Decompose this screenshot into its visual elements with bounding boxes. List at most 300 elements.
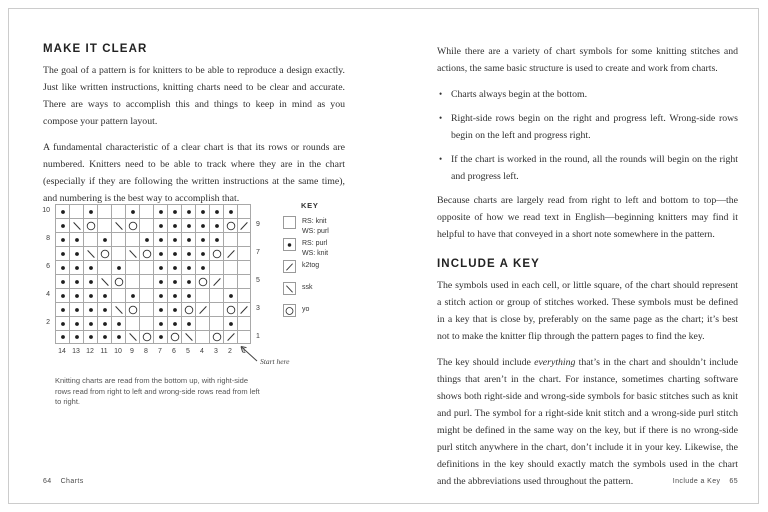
- purl-dot-icon: [57, 318, 69, 330]
- purl-dot-icon: [85, 304, 97, 316]
- chart-cell: [125, 316, 139, 330]
- key-item: [283, 216, 388, 238]
- purl-dot-icon: [71, 234, 83, 246]
- chart-cell: [55, 302, 69, 316]
- chart-cell: [111, 302, 125, 316]
- chart-cell: [195, 204, 209, 218]
- yarn-over-icon: [169, 331, 181, 343]
- chart-key: [283, 201, 388, 326]
- purl-dot-icon: [57, 262, 69, 274]
- chart-cell: [223, 218, 237, 232]
- chart-cell: [97, 260, 111, 274]
- purl-dot-icon: [155, 290, 167, 302]
- chart-cell: [167, 260, 181, 274]
- purl-dot-icon: [57, 331, 69, 343]
- ssk-backslash-icon: [99, 276, 111, 288]
- purl-dot-icon: [183, 234, 195, 246]
- purl-dot-icon: [169, 304, 181, 316]
- left-page-number: 64: [43, 478, 52, 485]
- purl-dot-icon: [113, 262, 125, 274]
- chart-cell: [167, 302, 181, 316]
- purl-dot-icon: [71, 318, 83, 330]
- chart-cell: [83, 302, 97, 316]
- purl-dot-icon: [57, 234, 69, 246]
- purl-dot-icon: [99, 290, 111, 302]
- chart-cell: [69, 288, 83, 302]
- chart-cell: [83, 260, 97, 274]
- k2tog-slash-icon: [238, 304, 250, 316]
- chart-cell: [209, 232, 223, 246]
- chart-cell: [69, 260, 83, 274]
- chart-cell: [83, 204, 97, 218]
- chart-cell: [139, 246, 153, 260]
- yarn-over-icon: [284, 305, 295, 317]
- purl-dot-icon: [71, 331, 83, 343]
- purl-dot-icon: [183, 206, 195, 218]
- ssk-backslash-icon: [183, 331, 195, 343]
- purl-dot-icon: [85, 262, 97, 274]
- chart-cell: [139, 232, 153, 246]
- chart-cell: [167, 218, 181, 232]
- k2tog-slash-icon: [197, 304, 209, 316]
- purl-dot-icon: [155, 206, 167, 218]
- yarn-over-icon: [197, 276, 209, 288]
- yarn-over-icon: [211, 331, 223, 343]
- chart-cell: [237, 246, 251, 260]
- chart-cell: [111, 204, 125, 218]
- purl-dot-icon: [85, 318, 97, 330]
- chart-cell: [181, 246, 195, 260]
- chart-cell: [111, 330, 125, 344]
- chart-cell: [181, 204, 195, 218]
- chart-cell: [209, 316, 223, 330]
- key-label: yo: [302, 306, 310, 313]
- ssk-backslash-icon: [113, 220, 125, 232]
- chart-column-number: 13: [72, 348, 80, 355]
- purl-dot-icon: [169, 206, 181, 218]
- chart-column-number: 4: [200, 348, 204, 355]
- chart-row-number: [37, 330, 55, 344]
- purl-dot-icon: [99, 331, 111, 343]
- chart-cell: [223, 232, 237, 246]
- chart-cell: [195, 288, 209, 302]
- key-label: ssk: [302, 284, 313, 291]
- section-heading-make-it-clear: MAKE IT CLEAR: [43, 43, 148, 55]
- purl-dot-icon: [57, 290, 69, 302]
- chart-cell: [111, 288, 125, 302]
- chart-row-number: 2: [46, 319, 50, 326]
- chart-cell: [209, 330, 223, 344]
- chart-cell: [139, 330, 153, 344]
- chart-cell: [69, 218, 83, 232]
- chart-cell: [209, 288, 223, 302]
- purl-dot-icon: [71, 290, 83, 302]
- chart-cell: [125, 302, 139, 316]
- chart-cell: [237, 288, 251, 302]
- chart-row-number: 1: [256, 333, 260, 340]
- yarn-over-icon: [141, 331, 153, 343]
- purl-dot-icon: [57, 220, 69, 232]
- purl-dot-icon: [85, 276, 97, 288]
- purl-dot-icon: [183, 262, 195, 274]
- chart-column-number: 3: [214, 348, 218, 355]
- chart-row-number: [251, 232, 269, 246]
- chart-cell: [181, 232, 195, 246]
- chart-cell: [111, 274, 125, 288]
- chart-row-number: 7: [256, 249, 260, 256]
- chart-cell: [125, 204, 139, 218]
- chart-column-number: 1: [242, 348, 246, 355]
- chart-column-number: 2: [228, 348, 232, 355]
- chart-cell: [181, 288, 195, 302]
- purl-dot-icon: [71, 262, 83, 274]
- chart-column-number: 12: [86, 348, 94, 355]
- chart-cell: [181, 218, 195, 232]
- chart-cell: [167, 204, 181, 218]
- key-title: KEY: [301, 201, 319, 210]
- purl-dot-icon: [85, 331, 97, 343]
- chart-cell: [167, 316, 181, 330]
- chart-row-number: 4: [46, 291, 50, 298]
- chart-cell: [181, 302, 195, 316]
- key-symbol-yo: [283, 304, 296, 317]
- yarn-over-icon: [141, 248, 153, 260]
- purl-dot-icon: [155, 248, 167, 260]
- chart-cell: [83, 218, 97, 232]
- chart-row-number: [37, 218, 55, 232]
- chart-cell: [139, 288, 153, 302]
- ssk-backslash-icon: [127, 331, 139, 343]
- purl-dot-icon: [71, 248, 83, 260]
- purl-dot-icon: [57, 206, 69, 218]
- purl-dot-icon: [57, 304, 69, 316]
- chart-cell: [209, 218, 223, 232]
- chart-cell: [83, 232, 97, 246]
- key-item: [283, 260, 388, 282]
- purl-dot-icon: [155, 220, 167, 232]
- purl-dot-icon: [225, 206, 237, 218]
- purl-dot-icon: [183, 318, 195, 330]
- chart-cell: [139, 218, 153, 232]
- chart-row-number: 5: [256, 277, 260, 284]
- chart-cell: [97, 302, 111, 316]
- chart-cell: [83, 246, 97, 260]
- chart-cell: [69, 246, 83, 260]
- chart-cell: [125, 218, 139, 232]
- chart-cell: [181, 260, 195, 274]
- chart-column-number: 6: [172, 348, 176, 355]
- key-items: [283, 216, 388, 326]
- purl-dot-icon: [99, 304, 111, 316]
- chart-cell: [97, 274, 111, 288]
- key-item: [283, 238, 388, 260]
- purl-dot-icon: [183, 220, 195, 232]
- purl-dot-icon: [113, 331, 125, 343]
- purl-dot-icon: [155, 304, 167, 316]
- k2tog-slash-icon: [225, 248, 237, 260]
- k2tog-slash-icon: [238, 220, 250, 232]
- chart-cell: [237, 274, 251, 288]
- chart-cell: [55, 232, 69, 246]
- chart-cell: [237, 330, 251, 344]
- left-page-footer: [43, 478, 84, 485]
- chart-cell: [209, 274, 223, 288]
- purl-dot-icon: [211, 220, 223, 232]
- chart-cell: [237, 302, 251, 316]
- chart-cell: [83, 274, 97, 288]
- chart-cell: [195, 218, 209, 232]
- chart-cell: [83, 330, 97, 344]
- chart-cell: [97, 204, 111, 218]
- chart-cell: [223, 316, 237, 330]
- chart-cell: [83, 316, 97, 330]
- chart-corner: [37, 344, 55, 359]
- chart-column-number: 11: [100, 348, 108, 355]
- chart-cell: [167, 288, 181, 302]
- chart-cell: [195, 330, 209, 344]
- purl-dot-icon: [211, 206, 223, 218]
- purl-dot-icon: [211, 234, 223, 246]
- chart-cell: [125, 274, 139, 288]
- purl-dot-icon: [71, 276, 83, 288]
- chart-cell: [153, 246, 167, 260]
- key-label: RS: purl WS: knit: [302, 240, 329, 257]
- chart-cell: [181, 274, 195, 288]
- ssk-backslash-icon: [71, 220, 83, 232]
- purl-dot-icon: [197, 262, 209, 274]
- chart-cell: [195, 316, 209, 330]
- purl-dot-icon: [57, 248, 69, 260]
- chart-cell: [237, 316, 251, 330]
- purl-dot-icon: [155, 276, 167, 288]
- chart-cell: [111, 232, 125, 246]
- chart-cell: [223, 274, 237, 288]
- purl-dot-icon: [169, 262, 181, 274]
- chart-cell: [83, 288, 97, 302]
- purl-dot-icon: [284, 239, 295, 251]
- chart-cell: [55, 218, 69, 232]
- key-symbol-k2tog: [283, 260, 296, 273]
- chart-cell: [153, 218, 167, 232]
- chart-cell: [139, 260, 153, 274]
- chart-column-number: 5: [186, 348, 190, 355]
- chart-cell: [97, 288, 111, 302]
- chart-cell: [55, 246, 69, 260]
- chart-row-number: 6: [46, 263, 50, 270]
- purl-dot-icon: [183, 248, 195, 260]
- chart-cell: [69, 316, 83, 330]
- chart-rules-list: [439, 86, 738, 185]
- chart-column-number: 9: [130, 348, 134, 355]
- purl-dot-icon: [225, 290, 237, 302]
- right-paragraph-2: Because charts are largely read from right to left and bottom to top—the opposite of how we read text in English—beginning knitters may find it helpful to have that conveyed in a short note somewhere in the pattern.: [437, 195, 738, 240]
- purl-dot-icon: [85, 290, 97, 302]
- chart-cell: [167, 232, 181, 246]
- purl-dot-icon: [99, 234, 111, 246]
- chart-cell: [97, 218, 111, 232]
- purl-dot-icon: [85, 206, 97, 218]
- list-item: • If the chart is worked in the round, all the rounds will begin on the right and progress left.: [439, 151, 738, 185]
- chart-cell: [111, 260, 125, 274]
- chart-cell: [195, 274, 209, 288]
- chart-cell: [69, 330, 83, 344]
- purl-dot-icon: [225, 318, 237, 330]
- right-paragraph-4: The key should include everything that’s in the chart and shouldn’t include things that aren’t in the chart. For instance, sometimes charting software shows both right-side and wrong-side symbols for basic stitches such as knit and purl. The symbol for a right-side knit stitch and a wrong-side purl stitch might be defined in the same way on the key, but if there is no wrong-side purl stitch anywhere in the chart, don’t include it in your key. Likewise, the definitions in the key should exactly match the symbols used in the chart and the abbreviations used throughout the pattern.: [437, 357, 739, 487]
- yarn-over-icon: [211, 248, 223, 260]
- key-item: [283, 282, 388, 304]
- right-page-text-column: [437, 43, 738, 499]
- right-page-number: 65: [729, 478, 738, 485]
- chart-row-number: [251, 204, 269, 218]
- chart-cell: [55, 330, 69, 344]
- key-item: [283, 304, 388, 326]
- purl-dot-icon: [183, 290, 195, 302]
- k2tog-slash-icon: [211, 276, 223, 288]
- yarn-over-icon: [113, 276, 125, 288]
- chart-row-number: 10: [42, 207, 50, 214]
- yarn-over-icon: [127, 304, 139, 316]
- chart-cell: [153, 288, 167, 302]
- chart-row-number: 9: [256, 221, 260, 228]
- chart-cell: [237, 218, 251, 232]
- yarn-over-icon: [225, 304, 237, 316]
- left-footer-section: Charts: [60, 478, 84, 485]
- chart-cell: [125, 288, 139, 302]
- chart-cell: [69, 204, 83, 218]
- chart-cell: [223, 288, 237, 302]
- list-item: • Right-side rows begin on the right and progress left. Wrong-side rows begin on the left and progress right.: [439, 110, 738, 144]
- chart-cell: [97, 246, 111, 260]
- chart-cell: [209, 260, 223, 274]
- purl-dot-icon: [169, 290, 181, 302]
- chart-cell: [195, 232, 209, 246]
- chart-cell: [167, 274, 181, 288]
- purl-dot-icon: [155, 262, 167, 274]
- chart-cell: [195, 302, 209, 316]
- purl-dot-icon: [141, 234, 153, 246]
- key-symbol-ssk: [283, 282, 296, 295]
- chart-column-number: 10: [114, 348, 122, 355]
- chart-cell: [181, 316, 195, 330]
- purl-dot-icon: [155, 234, 167, 246]
- chart-cell: [153, 260, 167, 274]
- chart-cell: [223, 260, 237, 274]
- purl-dot-icon: [169, 220, 181, 232]
- purl-dot-icon: [127, 290, 139, 302]
- chart-cell: [125, 330, 139, 344]
- chart-cell: [111, 316, 125, 330]
- yarn-over-icon: [225, 220, 237, 232]
- chart-cell: [111, 218, 125, 232]
- purl-dot-icon: [169, 318, 181, 330]
- purl-dot-icon: [197, 220, 209, 232]
- chart-cell: [167, 330, 181, 344]
- chart-cell: [139, 302, 153, 316]
- chart-cell: [153, 330, 167, 344]
- chart-cell: [153, 302, 167, 316]
- chart-caption: Knitting charts are read from the bottom up, with right-side rows read from right to left and wrong-side rows read from left to right.: [55, 376, 260, 406]
- chart-cell: [153, 316, 167, 330]
- k2tog-slash-icon: [225, 331, 237, 343]
- chart-cell: [125, 232, 139, 246]
- chart-cell: [111, 246, 125, 260]
- chart-cell: [153, 274, 167, 288]
- chart-cell: [97, 330, 111, 344]
- chart-cell: [55, 288, 69, 302]
- k2tog-slash-icon: [284, 261, 295, 273]
- chart-cell: [139, 316, 153, 330]
- chart-cell: [97, 232, 111, 246]
- ssk-backslash-icon: [113, 304, 125, 316]
- chart-row-number: [251, 288, 269, 302]
- chart-cell: [69, 274, 83, 288]
- right-footer-section: Include a Key: [672, 478, 721, 485]
- chart-cell: [195, 246, 209, 260]
- purl-dot-icon: [127, 206, 139, 218]
- ssk-backslash-icon: [127, 248, 139, 260]
- purl-dot-icon: [197, 248, 209, 260]
- purl-dot-icon: [169, 248, 181, 260]
- right-paragraph-3: The symbols used in each cell, or little square, of the chart should represent a stitch action or group of stitches worked. These symbols must be defined in a key that is close by, preferably on the same page as the chart; it’s best not to make the knitter flip through the pattern pages to find the key.: [437, 280, 738, 342]
- chart-cell: [139, 204, 153, 218]
- purl-dot-icon: [155, 331, 167, 343]
- ssk-backslash-icon: [85, 248, 97, 260]
- ssk-backslash-icon: [284, 283, 295, 295]
- key-symbol-knit: [283, 216, 296, 229]
- purl-dot-icon: [183, 276, 195, 288]
- chart-column-number: 14: [58, 348, 66, 355]
- right-page-footer: [673, 478, 738, 485]
- yarn-over-icon: [183, 304, 195, 316]
- chart-cell: [223, 330, 237, 344]
- key-label: k2tog: [302, 262, 320, 269]
- purl-dot-icon: [71, 304, 83, 316]
- purl-dot-icon: [113, 318, 125, 330]
- yarn-over-icon: [99, 248, 111, 260]
- list-item: • Charts always begin at the bottom.: [439, 86, 738, 103]
- chart-cell: [181, 330, 195, 344]
- yarn-over-icon: [127, 220, 139, 232]
- purl-dot-icon: [57, 276, 69, 288]
- chart-row-number: [251, 260, 269, 274]
- chart-column-number: 7: [158, 348, 162, 355]
- chart-cell: [223, 302, 237, 316]
- chart-cell: [125, 246, 139, 260]
- chart-column-number: 8: [144, 348, 148, 355]
- purl-dot-icon: [155, 318, 167, 330]
- left-paragraph-1: The goal of a pattern is for knitters to be able to reproduce a design exactly. Just like written instructions, knitting charts need to be clear and accurate. There are ways to accomplish this and things to keep in mind as you compose your pattern layout.: [43, 65, 345, 127]
- chart-cell: [55, 260, 69, 274]
- purl-dot-icon: [197, 206, 209, 218]
- chart-cell: [195, 260, 209, 274]
- chart-cell: [209, 204, 223, 218]
- chart-cell: [209, 246, 223, 260]
- chart-cell: [153, 204, 167, 218]
- chart-row-number: 8: [46, 235, 50, 242]
- start-here-label: Start here: [260, 357, 290, 366]
- chart-cell: [223, 246, 237, 260]
- section-heading-include-a-key: INCLUDE A KEY: [437, 258, 540, 270]
- chart-cell: [237, 204, 251, 218]
- left-page-text-column: [43, 43, 345, 216]
- chart-cell: [167, 246, 181, 260]
- chart-cell: [237, 260, 251, 274]
- purl-dot-icon: [169, 276, 181, 288]
- chart-row-number: [37, 274, 55, 288]
- chart-row-number: [251, 316, 269, 330]
- chart-cell: [209, 302, 223, 316]
- key-symbol-purl: [283, 238, 296, 251]
